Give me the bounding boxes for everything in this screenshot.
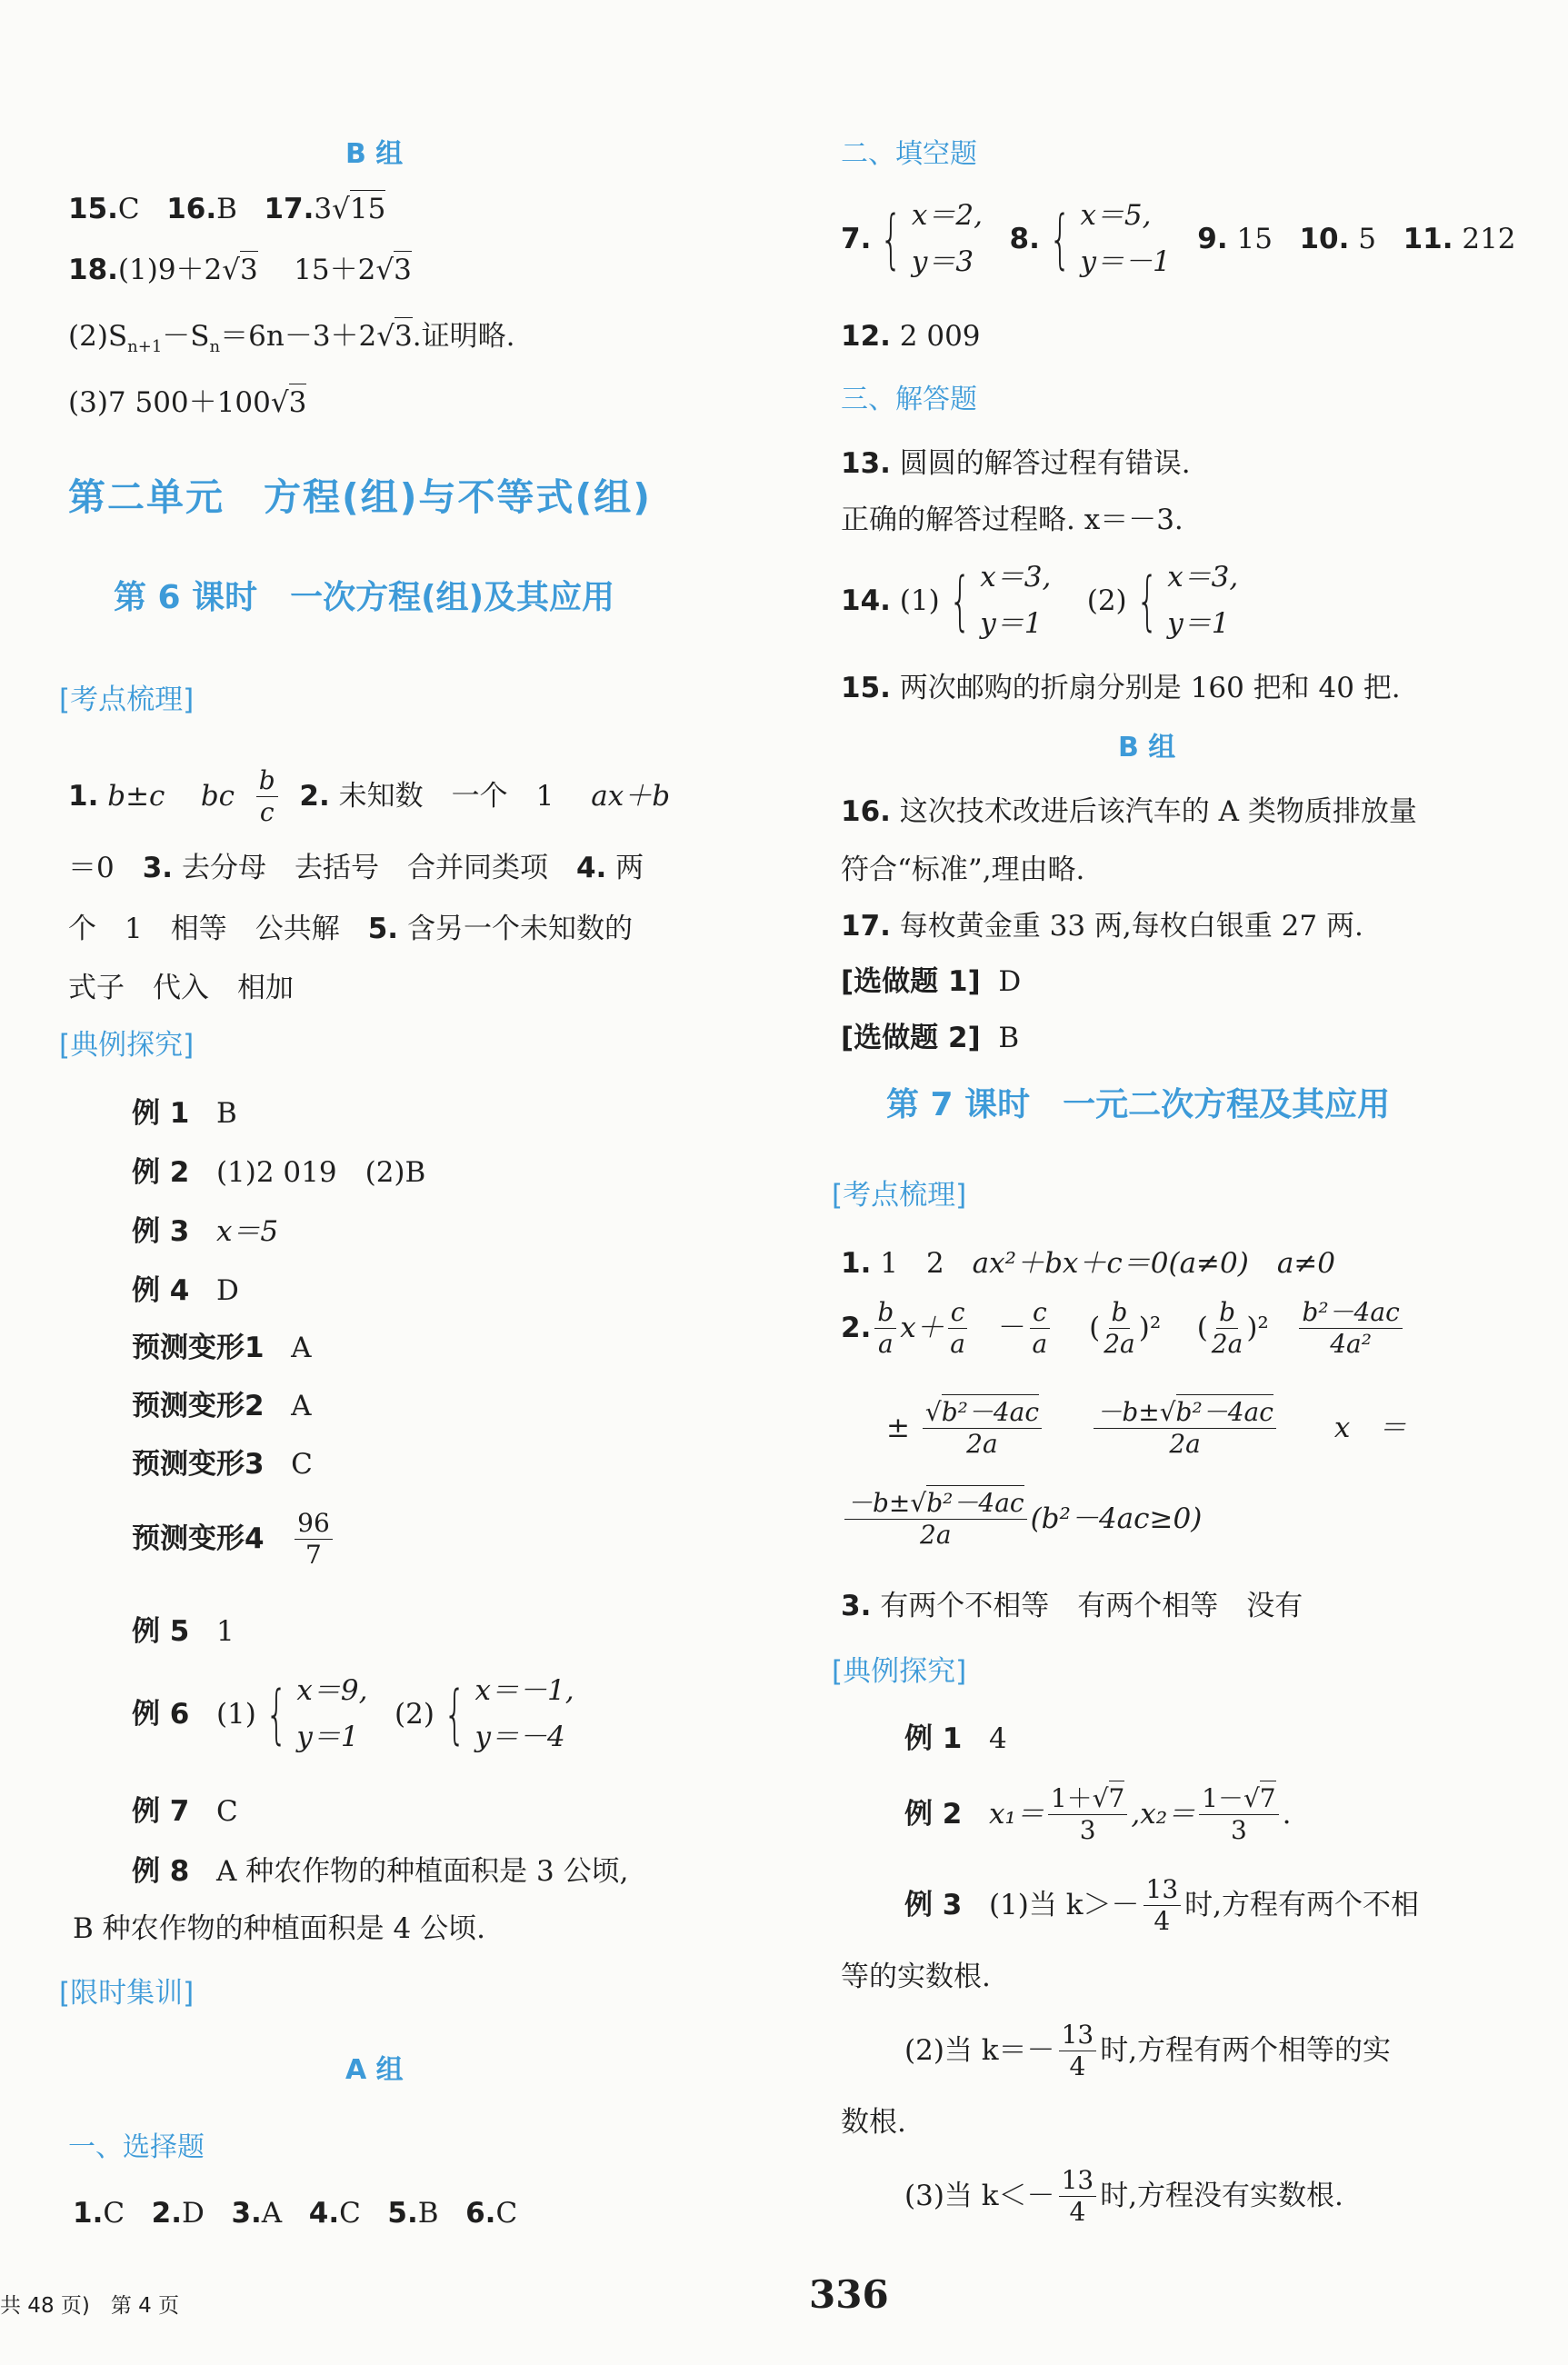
example-r1: 例 1 4 [904, 1722, 1007, 1755]
dianli-heading: [典例探究] [59, 1029, 195, 1062]
choice-answers: 1.C 2.D 3.A 4.C 5.B 6.C [73, 2197, 518, 2230]
example-r3-1-continued: 等的实数根. [841, 1961, 991, 1993]
answer-line-15-17: 15.C 16.B 17.3√15 [68, 195, 385, 224]
dianli-heading-right: [典例探究] [832, 1655, 967, 1688]
section-choice-heading: 一、选择题 [68, 2131, 205, 2163]
group-a-heading: A 组 [345, 2054, 404, 2086]
kaodian-line-1: 1. b±c bc $\frac{b}{c}$ 2. 未知数 一个 1 ax＋b [68, 765, 671, 827]
solve-16: 16. 这次技术改进后该汽车的 A 类物质排放量 [841, 795, 1417, 828]
example-r3-1: 例 3 (1)当 k＞－ $\frac{13}{4}$ 时,方程有两个不相 [904, 1874, 1419, 1936]
fill-answers-7-11: 7. { x＝2, y＝3 8. { x＝5, y＝－1 9. 15 10. 5 11. 212 [841, 199, 1516, 278]
group-b-heading-right: B 组 [1118, 732, 1176, 763]
footer-page-info: 共 48 页) 第 4 页 [0, 2294, 180, 2318]
solve-17: 17. 每枚黄金重 33 两,每枚白银重 27 两. [841, 910, 1363, 943]
xianshi-heading: [限时集训] [59, 1977, 195, 2010]
answer-18-part2: $(2)S_{n+1}-S_n=6n-3+2√3$.证明略. [68, 323, 515, 355]
answer-18-part1: 18.(1)9＋2√3 15＋2√3 [68, 256, 412, 284]
page-number: 336 [809, 2272, 889, 2317]
example-r2: 例 2 x₁＝ $\frac{1+√7}{3}$ ,x₂＝ $\frac{1-√7}{3}$ . [904, 1786, 1291, 1843]
kaodian-heading: [考点梳理] [59, 684, 195, 716]
section-fill-heading: 二、填空题 [841, 138, 977, 170]
prediction-3: 预测变形3 C [132, 1448, 313, 1481]
kaodian-heading-right: [考点梳理] [832, 1179, 967, 1212]
example-3: 例 3 x＝5 [132, 1215, 279, 1248]
solve-15: 15. 两次邮购的折扇分别是 160 把和 40 把. [841, 672, 1401, 704]
prediction-2: 预测变形2 A [132, 1390, 312, 1422]
example-8-continued: B 种农作物的种植面积是 4 公顷. [73, 1912, 485, 1945]
solve-14: 14. (1) { x＝3, y＝1 (2) { x＝3, y＝1 [841, 561, 1239, 640]
optional-1: [选做题 1] D [841, 965, 1022, 998]
lesson-7-title: 第 7 课时 一元二次方程及其应用 [886, 1086, 1391, 1123]
example-2: 例 2 (1)2 019 (2)B [132, 1156, 426, 1189]
kaodian-line-2: ＝0 3. 去分母 去括号 合并同类项 4. 两 [68, 852, 644, 884]
kaodian-line-4: 式子 代入 相加 [68, 972, 294, 1004]
solve-13-continued: 正确的解答过程略. x＝－3. [841, 504, 1183, 536]
example-r3-2: (2)当 k＝－ $\frac{13}{4}$ 时,方程有两个相等的实 [904, 2020, 1392, 2081]
k-line-2b: ± $\frac{\text{√b²－4ac}}{2a}$ $\frac{\text{－b±√b²－4ac}}{2a}$ x ＝ [886, 1400, 1406, 1457]
fill-answer-12: 12. 2 009 [841, 320, 981, 353]
lesson-6-title: 第 6 课时 一次方程(组)及其应用 [114, 579, 615, 616]
example-8: 例 8 A 种农作物的种植面积是 3 公顷, [132, 1855, 629, 1888]
solve-13: 13. 圆圆的解答过程有错误. [841, 447, 1191, 480]
prediction-1: 预测变形1 A [132, 1332, 312, 1364]
k-line-2: 2. $\frac{b}{a}$ x＋ $\frac{c}{a}$ － $\frac{c}{a}$ ( $\frac{b}{2a}$ )² ( $\frac{b}{2a}$ )² $\frac{\text{b²－4ac}}{\text{4a²}}$ [841, 1300, 1406, 1357]
example-1: 例 1 B [132, 1097, 237, 1130]
optional-2: [选做题 2] B [841, 1022, 1020, 1054]
example-r3-3: (3)当 k＜－ $\frac{13}{4}$ 时,方程没有实数根. [904, 2165, 1343, 2227]
section-solve-heading: 三、解答题 [841, 384, 977, 415]
unit-title: 第二单元 方程(组)与不等式(组) [68, 475, 652, 519]
example-6: 例 6 (1) { x＝9, y＝1 (2) { x＝－1, y＝－4 [132, 1674, 574, 1753]
kaodian-line-3: 个 1 相等 公共解 5. 含另一个未知数的 [68, 913, 633, 945]
group-b-heading: B 组 [345, 138, 404, 170]
k-line-1: 1. 1 2 ax²＋bx＋c＝0(a≠0) a≠0 [841, 1247, 1336, 1280]
k-line-2c: $\frac{\text{－b±√b²－4ac}}{2a}$ (b²－4ac≥0) [841, 1491, 1202, 1548]
prediction-4: 预测变形4 $\frac{96}{7}$ [132, 1511, 336, 1568]
example-4: 例 4 D [132, 1274, 239, 1307]
solve-16-continued: 符合“标准”,理由略. [841, 853, 1085, 886]
example-r3-2-continued: 数根. [841, 2106, 906, 2139]
answer-18-part3: (3)7 500＋100√3 [68, 389, 306, 417]
k-line-3: 3. 有两个不相等 有两个相等 没有 [841, 1590, 1303, 1622]
fraction-b-over-c: $\frac{b}{c}$ [256, 768, 278, 825]
example-7: 例 7 C [132, 1795, 238, 1828]
example-5: 例 5 1 [132, 1615, 235, 1648]
